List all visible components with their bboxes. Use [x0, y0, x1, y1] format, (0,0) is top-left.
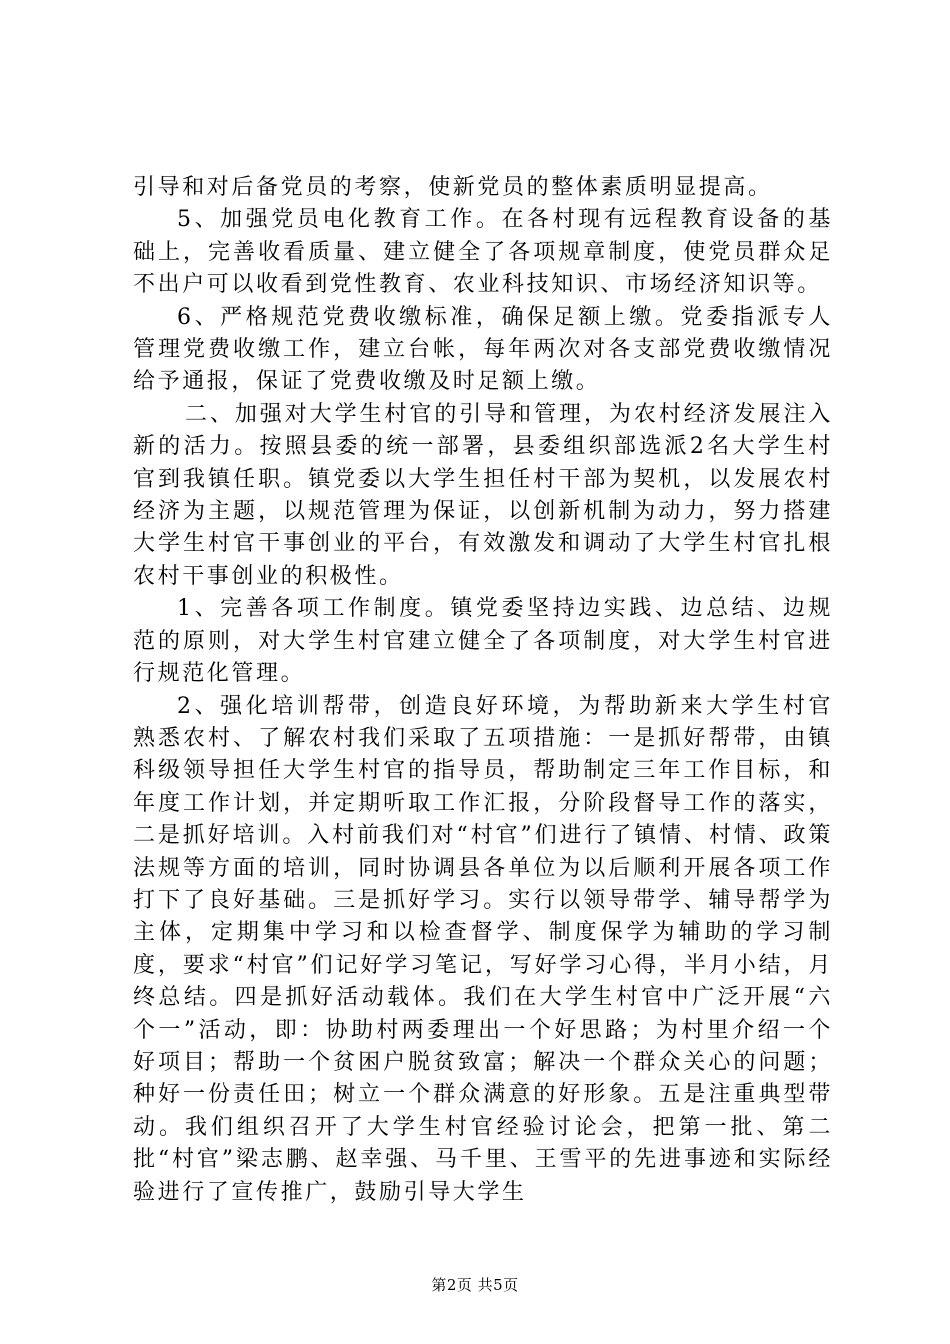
document-body — [133, 172, 833, 1209]
paragraph-continuation: 引导和对后备党员的考察，使新党员的整体素质明显提高。 — [133, 175, 773, 200]
paragraph-item-1: 1、完善各项工作制度。镇党委坚持边实践、边总结、边规范的原则，对大学生村官建立健全了各项制度，对大学生村官进行规范化管理。 — [133, 596, 833, 687]
paragraph-section-2: 二、加强对大学生村官的引导和管理，为农村经济发展注入新的活力。按照县委的统一部署，县委组织部选派2名大学生村官到我镇任职。镇党委以大学生担任村干部为契机，以发展农村经济为主题，以规范管理为保证，以创新机制为动力，努力搭建大学生村官干事创业的平台，有效激发和调动了大学生村官扎根农村干事创业的积极性。 — [133, 401, 833, 589]
paragraph-item-2: 2、强化培训帮带，创造良好环境，为帮助新来大学生村官熟悉农村、了解农村我们采取了五项措施：一是抓好帮带，由镇科级领导担任大学生村官的指导员，帮助制定三年工作目标，和年度工作计划，并定期听取工作汇报，分阶段督导工作的落实，二是抓好培训。入村前我们对“村官”们进行了镇情、村情、政策法规等方面的培训，同时协调县各单位为以后顺利开展各项工作打下了良好基础。三是抓好学习。实行以领导带学、辅导帮学为主体，定期集中学习和以检查督学、制度保学为辅助的学习制度，要求“村官”们记好学习笔记，写好学习心得，半月小结，月终总结。四是抓好活动载体。我们在大学生村官中广泛开展“六个一”活动，即：协助村两委理出一个好思路；为村里介绍一个好项目；帮助一个贫困户脱贫致富；解决一个群众关心的问题；种好一份责任田；树立一个群众满意的好形象。五是注重典型带动。我们组织召开了大学生村官经验讨论会，把第一批、第二批“村官”梁志鹏、赵幸强、马千里、王雪平的先进事迹和实际经验进行了宣传推广，鼓励引导大学生 — [133, 693, 833, 1205]
page-footer: 第2页 共5页 — [431, 1276, 519, 1294]
paragraph-item-5: 5、加强党员电化教育工作。在各村现有远程教育设备的基础上，完善收看质量、建立健全了各项规章制度，使党员群众足不出户可以收看到党性教育、农业科技知识、市场经济知识等。 — [133, 207, 833, 298]
paragraph-item-6: 6、严格规范党费收缴标准，确保足额上缴。党委指派专人管理党费收缴工作，建立台帐，每年两次对各支部党费收缴情况给予通报，保证了党费收缴及时足额上缴。 — [133, 304, 833, 395]
